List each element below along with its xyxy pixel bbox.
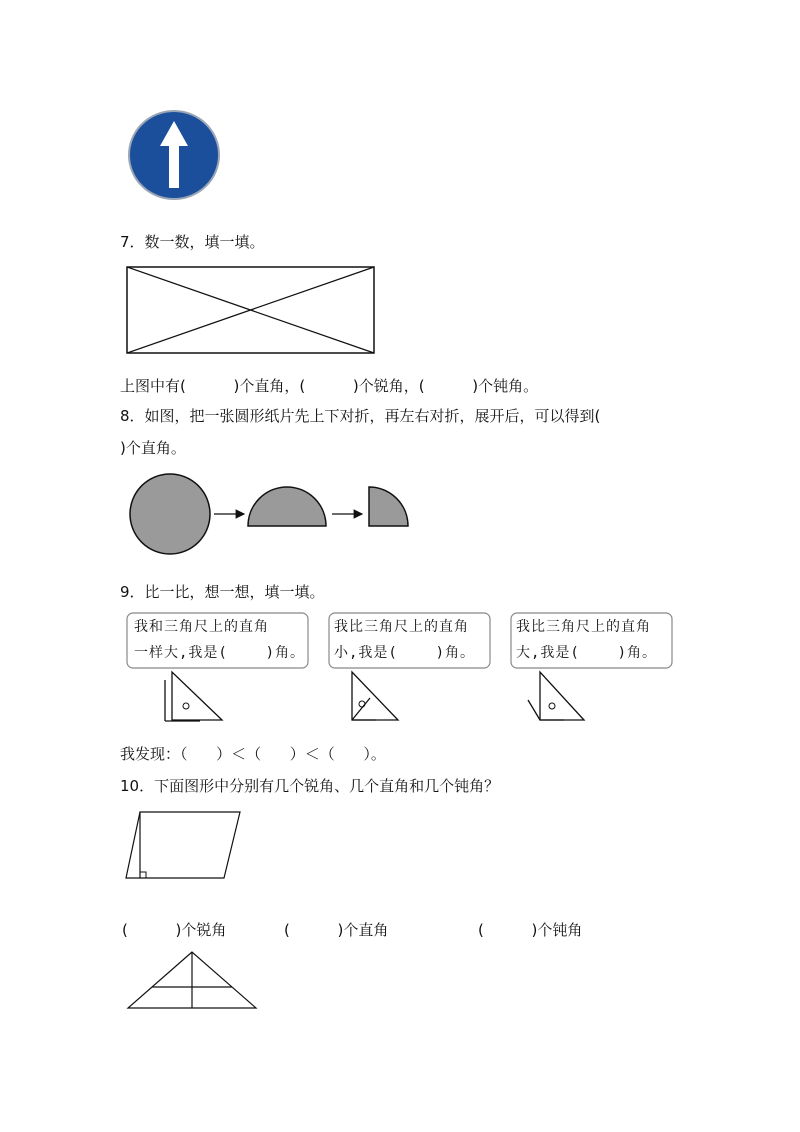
q7-title: 7．数一数，填一填。 <box>120 233 265 251</box>
set-square-equal-icon <box>160 670 226 724</box>
half-circle-shape <box>248 487 326 526</box>
q9-finding: 我发现：（ ）＜（ ）＜（ ）。 <box>120 745 386 763</box>
quarter-circle-shape <box>369 487 408 526</box>
bubble-3-text: 我比三角尺上的直角 大,我是( )角。 <box>516 619 658 661</box>
full-circle-shape <box>130 474 210 554</box>
q7-answer-line: 上图中有( )个直角，( )个锐角，( )个钝角。 <box>120 377 539 395</box>
straight-ahead-sign-icon <box>126 108 222 202</box>
q8-folding-diagram <box>126 474 416 556</box>
bubble-1-text: 我和三角尺上的直角 一样大,我是( )角。 <box>134 619 306 661</box>
q10-blank-acute: ( )个锐角 <box>122 921 227 939</box>
q10-triangle-diagram <box>126 950 260 1012</box>
q9-title: 9．比一比，想一想，填一填。 <box>120 583 325 601</box>
q10-blank-obtuse: ( )个钝角 <box>478 921 583 939</box>
q10-title: 10．下面图形中分别有几个锐角、几个直角和几个钝角？ <box>120 777 500 795</box>
q10-parallelogram-diagram <box>124 810 244 880</box>
q8-question-line2: )个直角。 <box>120 439 186 457</box>
q7-rectangle-diagram <box>126 266 376 356</box>
set-square-obtuse-icon <box>520 670 590 724</box>
q10-blank-right: ( )个直角 <box>284 921 389 939</box>
q8-question-line1: 8．如图，把一张圆形纸片先上下对折，再左右对折，展开后，可以得到( <box>120 407 601 425</box>
bubble-2-text: 我比三角尺上的直角 小,我是( )角。 <box>334 619 476 661</box>
set-square-acute-icon <box>340 670 406 724</box>
